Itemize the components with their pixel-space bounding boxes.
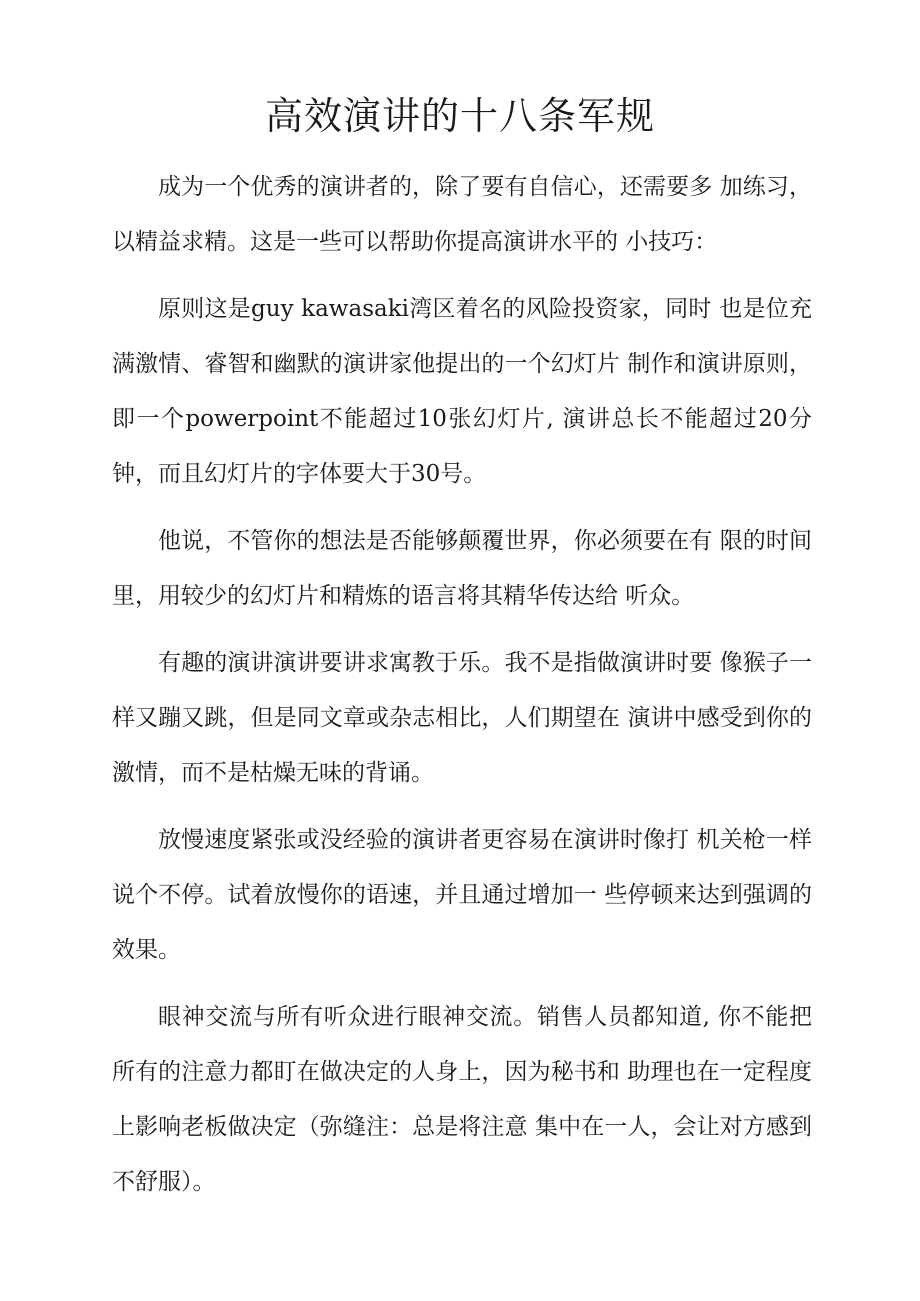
page-title: 高效演讲的十八条军规 [264, 94, 655, 138]
document-body [112, 160, 812, 1222]
paragraph-interesting: 有趣的演讲演讲要讲求寓教于乐。我不是指做演讲时要 像猴子一样又蹦又跳，但是同文章或杂志相比，人们期望在 演讲中感受到你的激情，而不是枯燥无味的背诵。 [112, 650, 812, 786]
paragraph-principle: 原则这是guy kawasaki湾区着名的风险投资家，同时 也是位充满激情、睿智和幽默的演讲家他提出的一个幻灯片 制作和演讲原则，即一个powerpoint不能超过10张幻灯片, 演讲总长不能超过20分钟，而且幻灯片的字体要大于30号。 [112, 296, 812, 487]
paragraph-idea: 他说，不管你的想法是否能够颠覆世界，你必须要在有 限的时间里，用较少的幻灯片和精炼的语言将其精华传达给 听众。 [112, 528, 812, 609]
paragraph-eye-contact: 眼神交流与所有听众进行眼神交流。销售人员都知道, 你不能把所有的注意力都盯在做决定的人身上，因为秘书和 助理也在一定程度上影响老板做决定（弥缝注：总是将注意 集中在一人，会让对方感到不舒服）。 [112, 1004, 812, 1195]
paragraph-intro: 成为一个优秀的演讲者的，除了要有自信心，还需要多 加练习，以精益求精。这是一些可以帮助你提高演讲水平的 小技巧： [112, 174, 812, 255]
paragraph-slow-down: 放慢速度紧张或没经验的演讲者更容易在演讲时像打 机关枪一样说个不停。试着放慢你的语速，并且通过增加一 些停顿来达到强调的效果。 [112, 827, 812, 963]
